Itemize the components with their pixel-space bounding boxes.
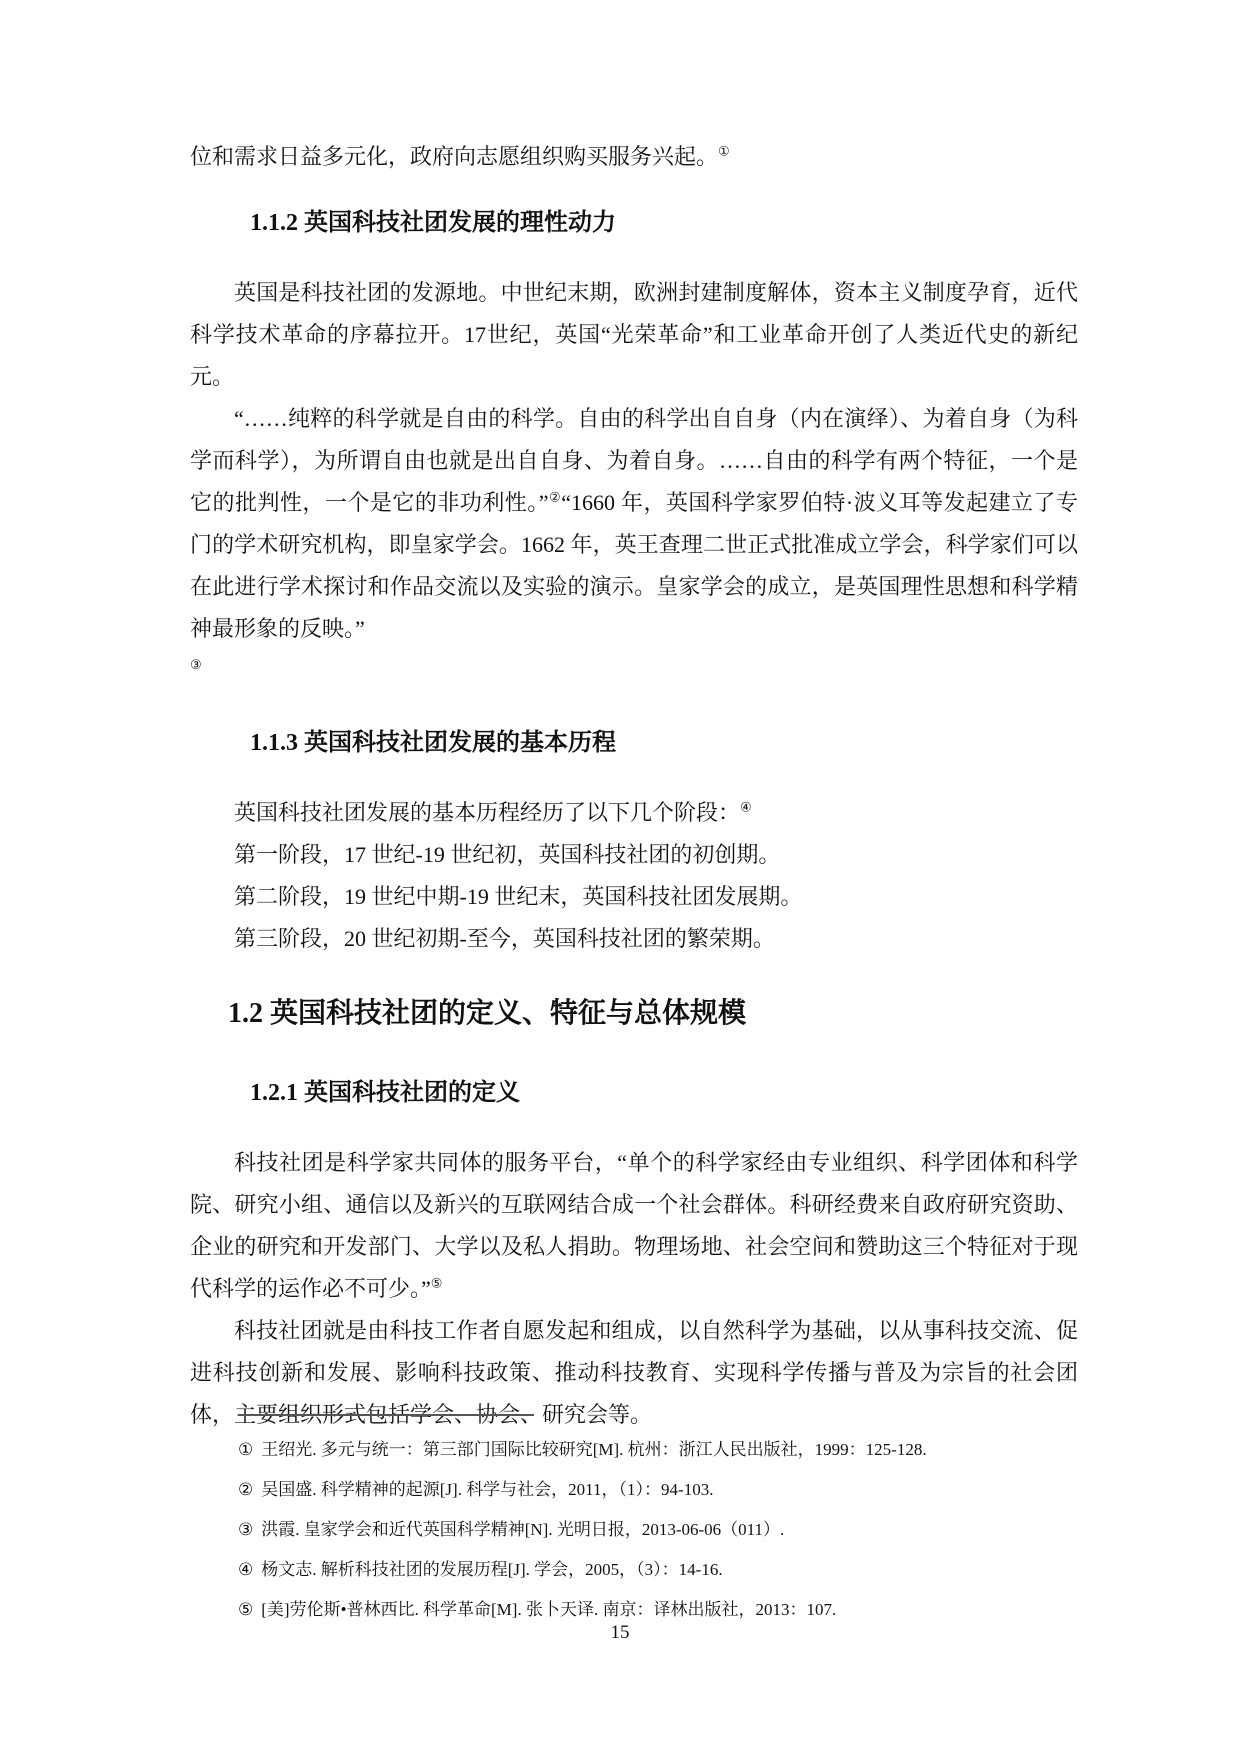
paragraph-continuation xyxy=(190,136,1078,178)
footnote-ref-2: ② xyxy=(548,489,562,505)
footnote-3 xyxy=(238,1510,1078,1550)
footnote-divider xyxy=(238,1414,534,1416)
footnote-5-marker: ⑤ xyxy=(238,1600,254,1619)
footnote-1-text: 王绍光. 多元与统一：第三部门国际比较研究[M]. 杭州：浙江人民出版社，1999：125-128. xyxy=(261,1440,927,1459)
footnote-3-marker: ③ xyxy=(238,1520,254,1539)
paragraph-origin: 英国是科技社团的发源地。中世纪末期，欧洲封建制度解体，资本主义制度孕育，近代科学技术革命的序幕拉开。17世纪，英国“光荣革命”和工业革命开创了人类近代史的新纪元。 xyxy=(190,280,1078,389)
quote-text-1: “……纯粹的科学就是自由的科学。自由的科学出自自身（内在演绎）、为着自身（为科学而科学），为所谓自由也就是出自自身、为着自身。……自由的科学有两个特征，一个是它的批判性，一个是它的非功利性。” xyxy=(190,406,1078,515)
continuation-text: 位和需求日益多元化，政府向志愿组织购买服务兴起。 xyxy=(190,144,719,169)
footnote-3-text: 洪霞. 皇家学会和近代英国科学精神[N]. 光明日报，2013-06-06（011）. xyxy=(261,1520,785,1539)
footnote-4-text: 杨文志. 解析科技社团的发展历程[J]. 学会，2005，（3）：14-16. xyxy=(261,1560,723,1579)
page-number: 15 xyxy=(610,1622,630,1643)
paragraph-definition-2: 科技社团就是由科技工作者自愿发起和组成，以自然科学为基础，以从事科技交流、促进科技创新和发展、影响科技政策、推动科技教育、实现科学传播与普及为宗旨的社会团体，主要组织形式包括学会、协会、研究会等。 xyxy=(190,1318,1078,1427)
spacer xyxy=(190,1114,1078,1142)
footnote-1 xyxy=(238,1430,1078,1470)
footnote-ref-3-line: ③ xyxy=(190,657,202,672)
spacer xyxy=(190,244,1078,272)
section-heading-1-2: 1.2 英国科技社团的定义、特征与总体规模 xyxy=(228,998,747,1029)
section-heading-1-1-2: 1.1.2 英国科技社团发展的理性动力 xyxy=(250,210,616,236)
footnote-ref-5: ⑤ xyxy=(430,1275,443,1291)
stage-line-1: 第一阶段，17 世纪-19 世纪初，英国科技社团的初创期。 xyxy=(234,842,781,867)
paragraph-definition-1 xyxy=(190,1142,1078,1310)
spacer xyxy=(190,764,1078,792)
definition-text-1: 科技社团是科学家共同体的服务平台，“单个的科学家经由专业组织、科学团体和科学院、研究小组、通信以及新兴的互联网结合成一个社会群体。科研经费来自政府研究资助、企业的研究和开发部门、大学以及私人捐助。物理场地、社会空间和赞助这三个特征对于现代科学的运作必不可少。” xyxy=(190,1150,1078,1301)
footnote-5-text: [美]劳伦斯•普林西比. 科学革命[M]. 张卜天译. 南京：译林出版社，2013：107. xyxy=(261,1600,837,1619)
quote-text-2: “1660 年，英国科学家罗伯特·波义耳等发起建立了专门的学术研究机构，即皇家学会。1662 年，英王查理二世正式批准成立学会，科学家们可以在此进行学术探讨和作品交流以及实验的演示。皇家学会的成立，是英国理性思想和科学精神最形象的反映。” xyxy=(190,490,1079,641)
page-body xyxy=(190,136,1078,1436)
footnote-ref-1: ① xyxy=(718,143,730,159)
section-heading-1-2-1: 1.2.1 英国科技社团的定义 xyxy=(250,1080,520,1106)
paragraph-history-intro xyxy=(190,792,1078,834)
footnote-ref-4: ④ xyxy=(740,799,752,815)
footnote-2-text: 吴国盛. 科学精神的起源[J]. 科学与社会，2011，（1）：94-103. xyxy=(261,1480,714,1499)
stage-line-3: 第三阶段，20 世纪初期-至今，英国科技社团的繁荣期。 xyxy=(234,926,775,951)
footnote-2-marker: ② xyxy=(238,1480,254,1499)
footnote-2 xyxy=(238,1470,1078,1510)
footnote-1-marker: ① xyxy=(238,1440,254,1459)
footnote-4-marker: ④ xyxy=(238,1560,254,1579)
paragraph-quote xyxy=(190,398,1078,650)
footnote-4 xyxy=(238,1550,1078,1590)
stage-line-2: 第二阶段，19 世纪中期-19 世纪末，英国科技社团发展期。 xyxy=(234,884,803,909)
footnote-area xyxy=(238,1414,1078,1630)
section-heading-1-1-3: 1.1.3 英国科技社团发展的基本历程 xyxy=(250,730,616,756)
history-intro-text: 英国科技社团发展的基本历程经历了以下几个阶段： xyxy=(234,800,741,825)
